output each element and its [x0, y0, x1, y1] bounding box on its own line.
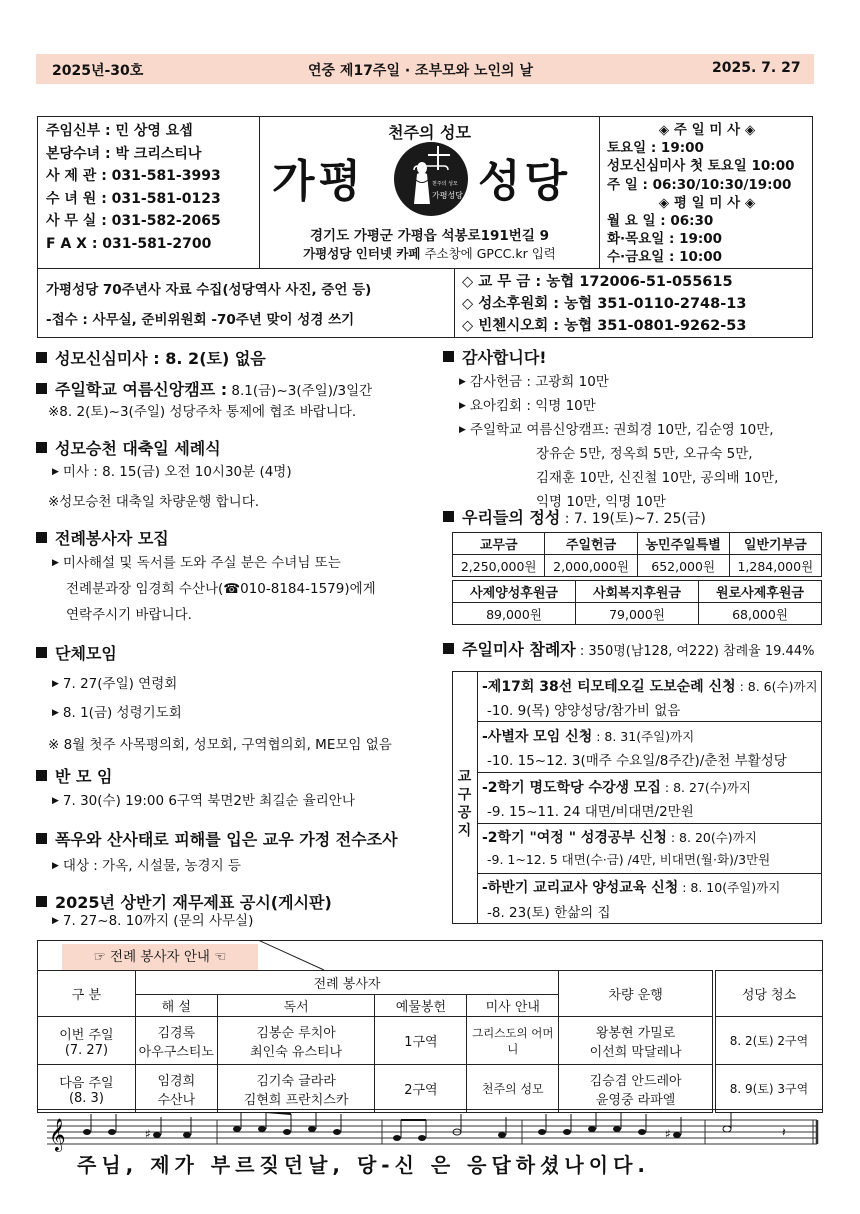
- svg-text:𝄞: 𝄞: [49, 1118, 66, 1151]
- offering-label: 농민주일특별: [637, 533, 729, 555]
- offering-value: 652,000원: [637, 555, 729, 577]
- pastor: 주임신부 : 민 상영 요셉: [46, 123, 193, 139]
- offering-label: 원로사제후원금: [699, 581, 822, 603]
- offering-value: 79,000원: [576, 603, 699, 625]
- cafe-address: 주소창에 GPCC.kr 입력: [420, 246, 556, 261]
- account-vocation: ◇ 성소후원회 : 농협 351-0110-2748-13: [462, 296, 747, 312]
- baptism-detail: ▶ 미사 : 8. 15(금) 오전 10시30분 (4명): [52, 464, 292, 480]
- anniversary-line-2: -접수 : 사무실, 준비위원회 -70주년 맞이 성경 쓰기: [46, 312, 355, 328]
- thanks-list: ▶ 감사헌금 : 고광희 10만 ▶ 요아킴회 : 익명 10만 ▶ 주일학교 여름신앙캠프: 권희경 10만, 김순영 10만, 장유순 5만, 정옥희 5만, 오규숙 5만, 김재훈 10만, 신진철 10만, 공의배 10만, 익명 10만, 익명 10만: [459, 370, 778, 514]
- row-vehicle: 왕봉현 가밀로 이선희 막달레나: [559, 1017, 713, 1065]
- notice-detail: -9. 1~12. 5 대면(수·금) /4만, 비대면(월·화)/3만원: [487, 852, 771, 867]
- offering-label: 사제양성후원금: [453, 581, 576, 603]
- thanks-item-2: ▶ 요아킴회 : 익명 10만: [459, 398, 596, 414]
- weekday-mass-header: ◈ 평 일 미 사 ◈: [658, 194, 756, 211]
- row-offering: 2구역: [375, 1065, 467, 1113]
- church-name-right: 성당: [478, 156, 572, 207]
- church-logo: [392, 140, 470, 218]
- section-summer-camp: 주일학교 여름신앙캠프 : 8.1(금)~3(주일)/3일간: [36, 377, 372, 400]
- sunday-mass-line-2: 성모신심미사 첫 토요일 10:00: [607, 158, 795, 175]
- church-cafe: [260, 244, 599, 262]
- thanks-item-1: ▶ 감사헌금 : 고광희 10만: [459, 374, 609, 390]
- offering-value: 68,000원: [699, 603, 822, 625]
- thanks-item-3: ▶ 주일학교 여름신앙캠프: 권희경 10만, 김순영 10만,: [459, 422, 774, 438]
- col-commentary: 해 설: [135, 995, 217, 1017]
- notice-item: -제17회 38선 티모테오길 도보순례 신청 : 8. 6(수)까지: [482, 679, 818, 695]
- notice-item: -사별자 모임 신청 : 8. 31(주일)까지: [482, 729, 695, 745]
- section-thanks: 감사합니다!: [443, 345, 547, 368]
- notice-item: -2학기 명도학당 수강생 모집 : 8. 27(수)까지: [482, 780, 751, 796]
- service-tab: ☞ 전례 봉사자 안내 ☜: [62, 944, 258, 970]
- section-financial-report: 2025년 상반기 재무제표 공시(게시판): [36, 890, 332, 913]
- section-marian-mass: 성모신심미사 : 8. 2(토) 없음: [36, 346, 266, 369]
- offering-value: 2,250,000원: [453, 555, 545, 577]
- cell-meeting-detail: ▶ 7. 30(수) 19:00 6구역 북면2반 최길순 율리안나: [52, 793, 355, 809]
- row-week: 다음 주일 (8. 3): [38, 1065, 136, 1113]
- section-flood-survey: 폭우와 산사태로 피해를 입은 교우 가정 전수조사: [36, 827, 398, 850]
- col-reading: 독서: [217, 995, 375, 1017]
- mass-schedule: [607, 121, 807, 267]
- weekday-mass-line-3: 수·금요일 : 10:00: [607, 249, 723, 266]
- cleaning-table: [715, 970, 823, 1113]
- section-offerings: 우리들의 정성 : 7. 19(토)~7. 25(금): [443, 505, 706, 528]
- row-reading: 김기숙 글라라 김현희 프란치스카: [217, 1065, 375, 1113]
- account-vincent: ◇ 빈첸시오회 : 농협 351-0801-9262-53: [462, 318, 747, 334]
- sunday-mass-line-1: 토요일 : 19:00: [607, 140, 704, 157]
- issue-date: 2025. 7. 27: [712, 60, 801, 76]
- rectory-phone: 사 제 관 : 031-581-3993: [46, 168, 221, 184]
- offering-value: 2,000,000원: [545, 555, 637, 577]
- notice-item: -하반기 교리교사 양성교육 신청 : 8. 10(주일)까지: [482, 880, 781, 896]
- section-cell-meeting: 반 모 임: [36, 764, 113, 787]
- notice-detail: -9. 15~11. 24 대면/비대면/2만원: [487, 804, 694, 820]
- weekday-mass-line-1: 월 요 일 : 06:30: [607, 213, 714, 230]
- row-reading: 김봉순 루치아 최인숙 유스티나: [217, 1017, 375, 1065]
- offering-value: 89,000원: [453, 603, 576, 625]
- section-volunteers: 전례봉사자 모집: [36, 526, 169, 549]
- volunteers-detail: ▶ 미사해설 및 독서를 도와 주실 분은 수녀님 또는 전례분과장 임경희 수산나(☎010-8184-1579)에게 연락주시기 바랍니다.: [52, 555, 376, 623]
- offering-label: 사회복지후원금: [576, 581, 699, 603]
- baptism-note: ※성모승천 대축일 차량운행 합니다.: [48, 494, 260, 510]
- notice-item: -2학기 "여정 " 성경공부 신청 : 8. 20(수)까지: [482, 830, 757, 846]
- financial-report-detail: ▶ 7. 27~8. 10까지 (문의 사무실): [52, 913, 254, 929]
- group-meeting-2: ▶ 8. 1(금) 성령기도회: [52, 705, 182, 721]
- summer-camp-note: ※8. 2(토)~3(주일) 성당주차 통제에 협조 바랍니다.: [48, 404, 357, 420]
- row-offering: 1구역: [375, 1017, 467, 1065]
- logo-subtext: 천주의 성모: [432, 181, 458, 187]
- church-name-left: 가평: [272, 156, 366, 207]
- offering-label: 주일헌금: [545, 533, 637, 555]
- issue-number: 2025년-30호: [52, 63, 144, 79]
- sunday-mass-header: ◈ 주 일 미 사 ◈: [658, 122, 756, 138]
- col-guide: 미사 안내: [467, 995, 559, 1017]
- song-lyric: 주님, 제가 부르짖던날, 당-신 은 응답하셨나이다.: [77, 1153, 650, 1177]
- offering-label: 일반기부금: [729, 533, 821, 555]
- section-groups: 단체모임: [36, 641, 117, 664]
- anniversary-line-1: 가평성당 70주년사 자료 수집(성당역사 사진, 증언 등): [46, 282, 372, 298]
- offering-label: 교무금: [453, 533, 545, 555]
- weekday-mass-line-2: 화·목요일 : 19:00: [607, 231, 723, 248]
- cafe-label: 가평성당 인터넷 카페: [303, 246, 421, 261]
- col-vehicle-header: 차량 운행: [559, 971, 713, 1017]
- church-address: 경기도 가평군 가평읍 석봉로191번길 9: [310, 228, 549, 244]
- issue-header-bar: [36, 54, 814, 84]
- offering-value: 1,284,000원: [729, 555, 821, 577]
- logo-text: 가평성당: [432, 191, 463, 200]
- offering-table-row2: [452, 580, 822, 625]
- row-guide: 천주의 성모: [467, 1065, 559, 1113]
- svg-text:♯: ♯: [145, 1127, 151, 1141]
- office-phone: 사 무 실 : 031-582-2065: [46, 213, 221, 229]
- account-tithe: ◇ 교 무 금 : 농협 172006-51-055615: [462, 274, 733, 290]
- diocese-notice-label: 교 구 공 지: [457, 769, 472, 839]
- col-liturgy-header: 전례 봉사자: [135, 971, 558, 995]
- music-staff: [37, 1112, 823, 1178]
- row-vehicle: 김승겸 안드레아 윤영중 라파엘: [559, 1065, 713, 1113]
- issue-title: 연중 제17주일 · 조부모와 노인의 날: [308, 63, 533, 79]
- row-commentary: 임경희 수산나: [135, 1065, 217, 1113]
- groups-note: ※ 8월 첫주 사목평의회, 성모회, 구역협의회, ME모임 없음: [48, 737, 392, 753]
- notice-detail: -8. 23(토) 한삶의 집: [487, 905, 611, 921]
- convent-phone: 수 녀 원 : 031-581-0123: [46, 190, 221, 207]
- flood-survey-detail: ▶ 대상 : 가옥, 시설물, 농경지 등: [52, 858, 241, 874]
- group-meeting-1: ▶ 7. 27(주일) 연령회: [52, 676, 178, 692]
- notice-detail: -10. 9(목) 양양성당/참가비 없음: [487, 703, 681, 719]
- sunday-mass-line-3: 주 일 : 06:30/10:30/19:00: [607, 176, 792, 193]
- church-subtitle: 천주의 성모: [388, 123, 471, 142]
- row-commentary: 김경록 아우구스티노: [135, 1017, 217, 1065]
- row-cleaning: 8. 9(토) 3구역: [716, 1065, 823, 1113]
- svg-text:♯: ♯: [665, 1127, 671, 1141]
- service-table: [37, 970, 713, 1113]
- fax-number: F A X : 031-581-2700: [46, 235, 212, 252]
- account-list: [462, 271, 746, 337]
- row-guide: 그리스도의 어머니: [467, 1017, 559, 1065]
- row-cleaning: 8. 2(토) 2구역: [716, 1017, 823, 1065]
- svg-text:𝄽: 𝄽: [782, 1125, 786, 1139]
- section-baptism: 성모승천 대축일 세례식: [36, 436, 221, 459]
- offering-table-row1: [452, 532, 822, 577]
- row-week: 이번 주일 (7. 27): [38, 1017, 136, 1065]
- section-attendance: 주일미사 참례자 : 350명(남128, 여222) 참례율 19.44%: [443, 637, 814, 660]
- sister: 본당수녀 : 박 크리스티나: [46, 145, 202, 162]
- col-group-header: 구 분: [38, 971, 136, 1017]
- col-offering: 예물봉헌: [375, 995, 467, 1017]
- col-cleaning-header: 성당 청소: [716, 971, 823, 1017]
- contact-list: [46, 120, 221, 255]
- notice-detail: -10. 15~12. 3(매주 수요일/8주간)/춘천 부활성당: [487, 753, 787, 769]
